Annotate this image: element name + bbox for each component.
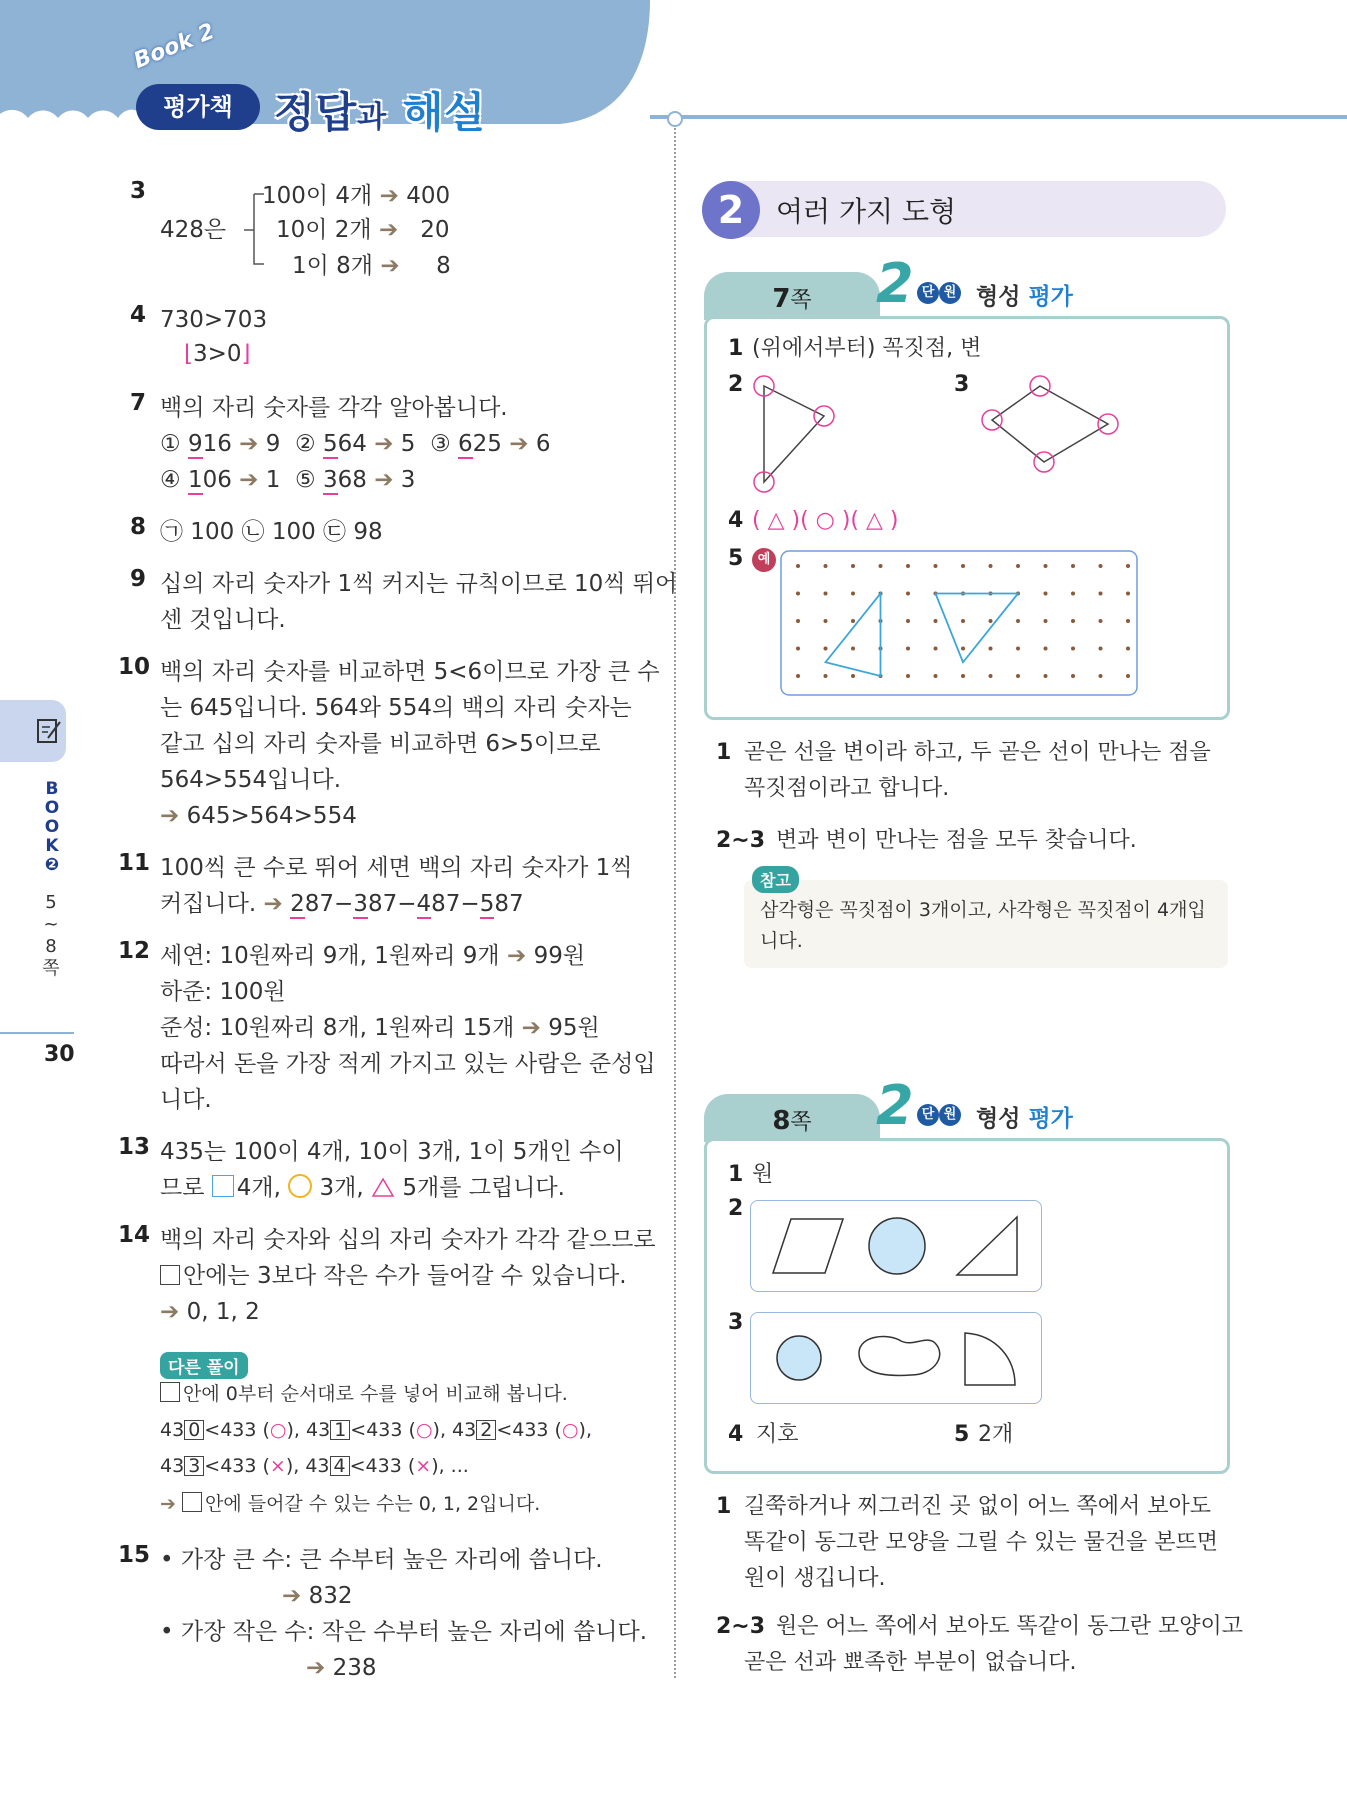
grid-dot (1071, 619, 1075, 623)
q9-line1: 십의 자리 숫자가 1씩 커지는 규칙이므로 10씩 뛰어 (160, 571, 678, 597)
p8-a5-num: 5 (954, 1422, 970, 1447)
q14-line1: 백의 자리 숫자와 십의 자리 숫자가 각각 같으므로 (160, 1227, 656, 1253)
unit-badge: 원 (939, 282, 961, 304)
q7-number: 7 (130, 390, 147, 416)
grid-dot (796, 674, 800, 678)
side-book-label: B O O K ❷ (44, 779, 60, 875)
p7-a1-num: 1 (728, 336, 744, 361)
unit-badge: 단 (917, 282, 939, 304)
grid-dot (851, 647, 855, 651)
q4-line1: 730>703 (160, 307, 268, 333)
grid-dot (1044, 647, 1048, 651)
grid-dot (1126, 592, 1130, 596)
p8-a5-text: 2개 (978, 1422, 1014, 1447)
alt-solution-badge: 다른 풀이 (160, 1352, 248, 1379)
grid-dot (906, 647, 910, 651)
q3-row: 1이 8개 ➔ 8 (292, 253, 451, 279)
grid-dot (961, 647, 965, 651)
q3-number: 3 (130, 178, 147, 204)
alt-line3: 43 3 <433 (×), 43 4 <433 (×), ... (160, 1455, 469, 1477)
q4-line2: ⌊3>0⌋ (184, 341, 251, 367)
grid-dot (1071, 564, 1075, 568)
grid-dot (824, 619, 828, 623)
grid-dot (1016, 564, 1020, 568)
grid-dot (1099, 592, 1103, 596)
grid-dot (1126, 564, 1130, 568)
q7-line1: 백의 자리 숫자를 각각 알아봅니다. (160, 395, 508, 421)
q10-number: 10 (118, 654, 151, 680)
grid-dot (1126, 619, 1130, 623)
grid-dot (824, 647, 828, 651)
grid-dot (879, 564, 883, 568)
q8-number: 8 (130, 514, 147, 540)
grid-dot (851, 674, 855, 678)
grid-dot (906, 564, 910, 568)
grid-dot (851, 564, 855, 568)
q14-answer: ➔ 0, 1, 2 (160, 1299, 260, 1325)
grid-dot (989, 674, 993, 678)
grid-dot (796, 619, 800, 623)
shapes-figure (751, 1201, 1041, 1291)
alt-line1: 안에 0부터 순서대로 수를 넣어 비교해 봅니다. (160, 1376, 568, 1412)
exp2-line1: 원은 어느 쪽에서 보아도 똑같이 동그란 모양이고 (776, 1614, 1244, 1639)
note-text: 삼각형은 꼭짓점이 3개이고, 사각형은 꼭짓점이 4개입 니다. (760, 899, 1206, 952)
grid-dot (1071, 592, 1075, 596)
grid-dot (796, 564, 800, 568)
grid-dot (989, 619, 993, 623)
section-number: 2 (702, 181, 760, 239)
notepad-icon (36, 716, 62, 746)
q12-number: 12 (118, 938, 151, 964)
unit-badge: 원 (939, 1104, 961, 1126)
header-rule-dot (667, 111, 683, 127)
grid-dot (1044, 592, 1048, 596)
unit-badge: 단 (917, 1104, 939, 1126)
p8-a3-num: 3 (728, 1310, 744, 1335)
header-rule (650, 115, 1347, 119)
book-label: Book 2 (130, 19, 219, 74)
grid-dot (851, 592, 855, 596)
p8-a4-text: 지호 (756, 1422, 799, 1447)
p7-a4-text: ( △ )( ○ )( △ ) (752, 508, 899, 533)
grid-dot (824, 564, 828, 568)
grid-dot (1099, 647, 1103, 651)
triangle-icon (371, 1177, 395, 1197)
p8-a1-num: 1 (728, 1162, 744, 1187)
q3-row: 10이 2개 ➔ 20 (276, 217, 450, 243)
section-title: 여러 가지 도형 (776, 195, 957, 228)
grid-dot (851, 619, 855, 623)
q12-line3: 준성: 10원짜리 8개, 1원짜리 15개 ➔ 95원 (160, 1015, 600, 1041)
p7-a3-num: 3 (954, 372, 970, 397)
exp1-num: 1 (716, 740, 732, 765)
grid-dot (934, 674, 938, 678)
grid-dot (1126, 647, 1130, 651)
grid-dot (1126, 674, 1130, 678)
q15-number: 15 (118, 1542, 151, 1568)
q11-number: 11 (118, 850, 151, 876)
grid-dot (989, 564, 993, 568)
grid-dot (906, 592, 910, 596)
grid-dot (1099, 674, 1103, 678)
exp2-line2: 똑같이 동그란 모양을 그릴 수 있는 물건을 본뜨면 (744, 1530, 1218, 1555)
panel1-tab: 7쪽 (704, 272, 880, 320)
grid-dot (906, 619, 910, 623)
page-title: 정답과 해설 (274, 88, 486, 137)
grid-dot (824, 592, 828, 596)
side-page-range: 5 ~ 8 쪽 (42, 892, 60, 979)
grid-dot (1099, 564, 1103, 568)
q8-text: ㉠ 100 ㉡ 100 ㉢ 98 (160, 519, 383, 545)
exp2-num: 1 (716, 1494, 732, 1519)
grid-dot (1071, 674, 1075, 678)
alt-line2: 43 0 <433 (○), 43 1 <433 (○), 43 2 <433 (○), (160, 1419, 592, 1441)
q9-line2: 센 것입니다. (160, 607, 286, 633)
triangle-vertices-figure (744, 368, 844, 496)
alt-line4: ➔ 안에 들어갈 수 있는 수는 0, 1, 2입니다. (160, 1493, 541, 1515)
p8-a1-text: 원 (752, 1162, 774, 1187)
grid-dot (1044, 619, 1048, 623)
note-badge: 참고 (752, 866, 799, 893)
category-pill: 평가책 (136, 84, 260, 130)
grid-dot (796, 592, 800, 596)
grid-dot (934, 619, 938, 623)
q13-number: 13 (118, 1134, 151, 1160)
grid-dot (1016, 647, 1020, 651)
grid-dot (1071, 647, 1075, 651)
q12-line5: 니다. (160, 1087, 212, 1113)
grid-dot (1044, 564, 1048, 568)
q10-line: 는 645입니다. 564와 554의 백의 자리 숫자는 (160, 695, 632, 721)
q10-line: 564>554입니다. (160, 767, 342, 793)
q13-line1: 435는 100이 4개, 10이 3개, 1이 5개인 수이 (160, 1139, 624, 1165)
square-icon (212, 1175, 234, 1197)
exp1-line1: 변과 변이 만나는 점을 모두 찾습니다. (776, 828, 1137, 853)
q7-items-row2: ④ 106 ➔ 1 ⑤ 368 ➔ 3 (160, 467, 416, 493)
q15-line1: • 가장 큰 수: 큰 수부터 높은 자리에 씁니다. (160, 1547, 603, 1573)
dot-grid-figure (780, 550, 1138, 696)
grid-dot (961, 674, 965, 678)
q15-line2: • 가장 작은 수: 작은 수부터 높은 자리에 씁니다. (160, 1619, 648, 1645)
quadrilateral-vertices-figure (970, 368, 1120, 478)
grid-dot (1099, 619, 1103, 623)
exp2-line1: 길쭉하거나 찌그러진 곳 없이 어느 쪽에서 보아도 (744, 1494, 1212, 1519)
grid-dot (1016, 619, 1020, 623)
grid-dot (906, 674, 910, 678)
q7-items-row1: ① 916 ➔ 9 ② 564 ➔ 5 ③ 625 ➔ 6 (160, 431, 551, 457)
q15-answer2: ➔ 238 (306, 1655, 377, 1681)
exp2-line3: 원이 생깁니다. (744, 1566, 886, 1591)
exp2-line2: 곧은 선과 뾰족한 부분이 없습니다. (744, 1650, 1077, 1675)
grid-dot (934, 564, 938, 568)
column-divider (674, 128, 676, 1678)
side-rule (0, 1032, 74, 1034)
q11-line2: 커집니다. ➔ 287−387−487−587 (160, 891, 524, 917)
p7-a5-num: 5 (728, 546, 744, 571)
panel1-unit-number: 2 (876, 252, 914, 315)
q12-line2: 하준: 100원 (160, 979, 286, 1005)
q3-label: 428은 (160, 217, 227, 243)
p8-a2-num: 2 (728, 1196, 744, 1221)
q11-line1: 100씩 큰 수로 뛰어 세면 백의 자리 숫자가 1씩 (160, 855, 633, 881)
p7-a1-text: (위에서부터) 꼭짓점, 변 (752, 336, 982, 361)
grid-dot (934, 647, 938, 651)
q10-line: 백의 자리 숫자를 비교하면 5<6이므로 가장 큰 수 (160, 659, 660, 685)
q10-result: ➔ 645>564>554 (160, 803, 357, 829)
p7-a2-num: 2 (728, 372, 744, 397)
p8-a4-num: 4 (728, 1422, 744, 1447)
q14-line2: 안에는 3보다 작은 수가 들어갈 수 있습니다. (160, 1258, 627, 1294)
grid-dot (1016, 674, 1020, 678)
grid-dot (961, 619, 965, 623)
exp1-line1: 곧은 선을 변이라 하고, 두 곧은 선이 만나는 점을 (744, 740, 1211, 765)
shapes-box-2 (750, 1200, 1042, 1292)
grid-dot (1044, 674, 1048, 678)
exp2-num: 2~3 (716, 1614, 766, 1639)
panel2-unit-number: 2 (876, 1074, 914, 1137)
q13-line2: 므로 4개, 3개, 5개를 그립니다. (160, 1175, 565, 1201)
grid-dot (824, 674, 828, 678)
example-badge: 예 (752, 548, 776, 572)
q4-number: 4 (130, 302, 147, 328)
exp1-line2: 꼭짓점이라고 합니다. (744, 776, 950, 801)
panel1-type: 형성 평가 (976, 284, 1073, 310)
q9-number: 9 (130, 566, 147, 592)
circle-icon (288, 1174, 312, 1198)
q12-line1: 세연: 10원짜리 9개, 1원짜리 9개 ➔ 99원 (160, 943, 586, 969)
q15-answer1: ➔ 832 (282, 1583, 353, 1609)
p7-a4-num: 4 (728, 508, 744, 533)
shapes-figure (751, 1313, 1041, 1403)
exp1-num: 2~3 (716, 828, 766, 853)
panel2-type: 형성 평가 (976, 1106, 1073, 1132)
shapes-box-3 (750, 1312, 1042, 1404)
q14-number: 14 (118, 1222, 151, 1248)
q3-row: 100이 4개 ➔ 400 (262, 183, 451, 209)
grid-dot (961, 564, 965, 568)
q10-line: 같고 십의 자리 숫자를 비교하면 6>5이므로 (160, 731, 601, 757)
page-number: 30 (44, 1042, 75, 1067)
grid-dot (796, 647, 800, 651)
panel2-tab: 8쪽 (704, 1094, 880, 1142)
q12-line4: 따라서 돈을 가장 적게 가지고 있는 사람은 준성입 (160, 1051, 656, 1077)
grid-dot (989, 647, 993, 651)
